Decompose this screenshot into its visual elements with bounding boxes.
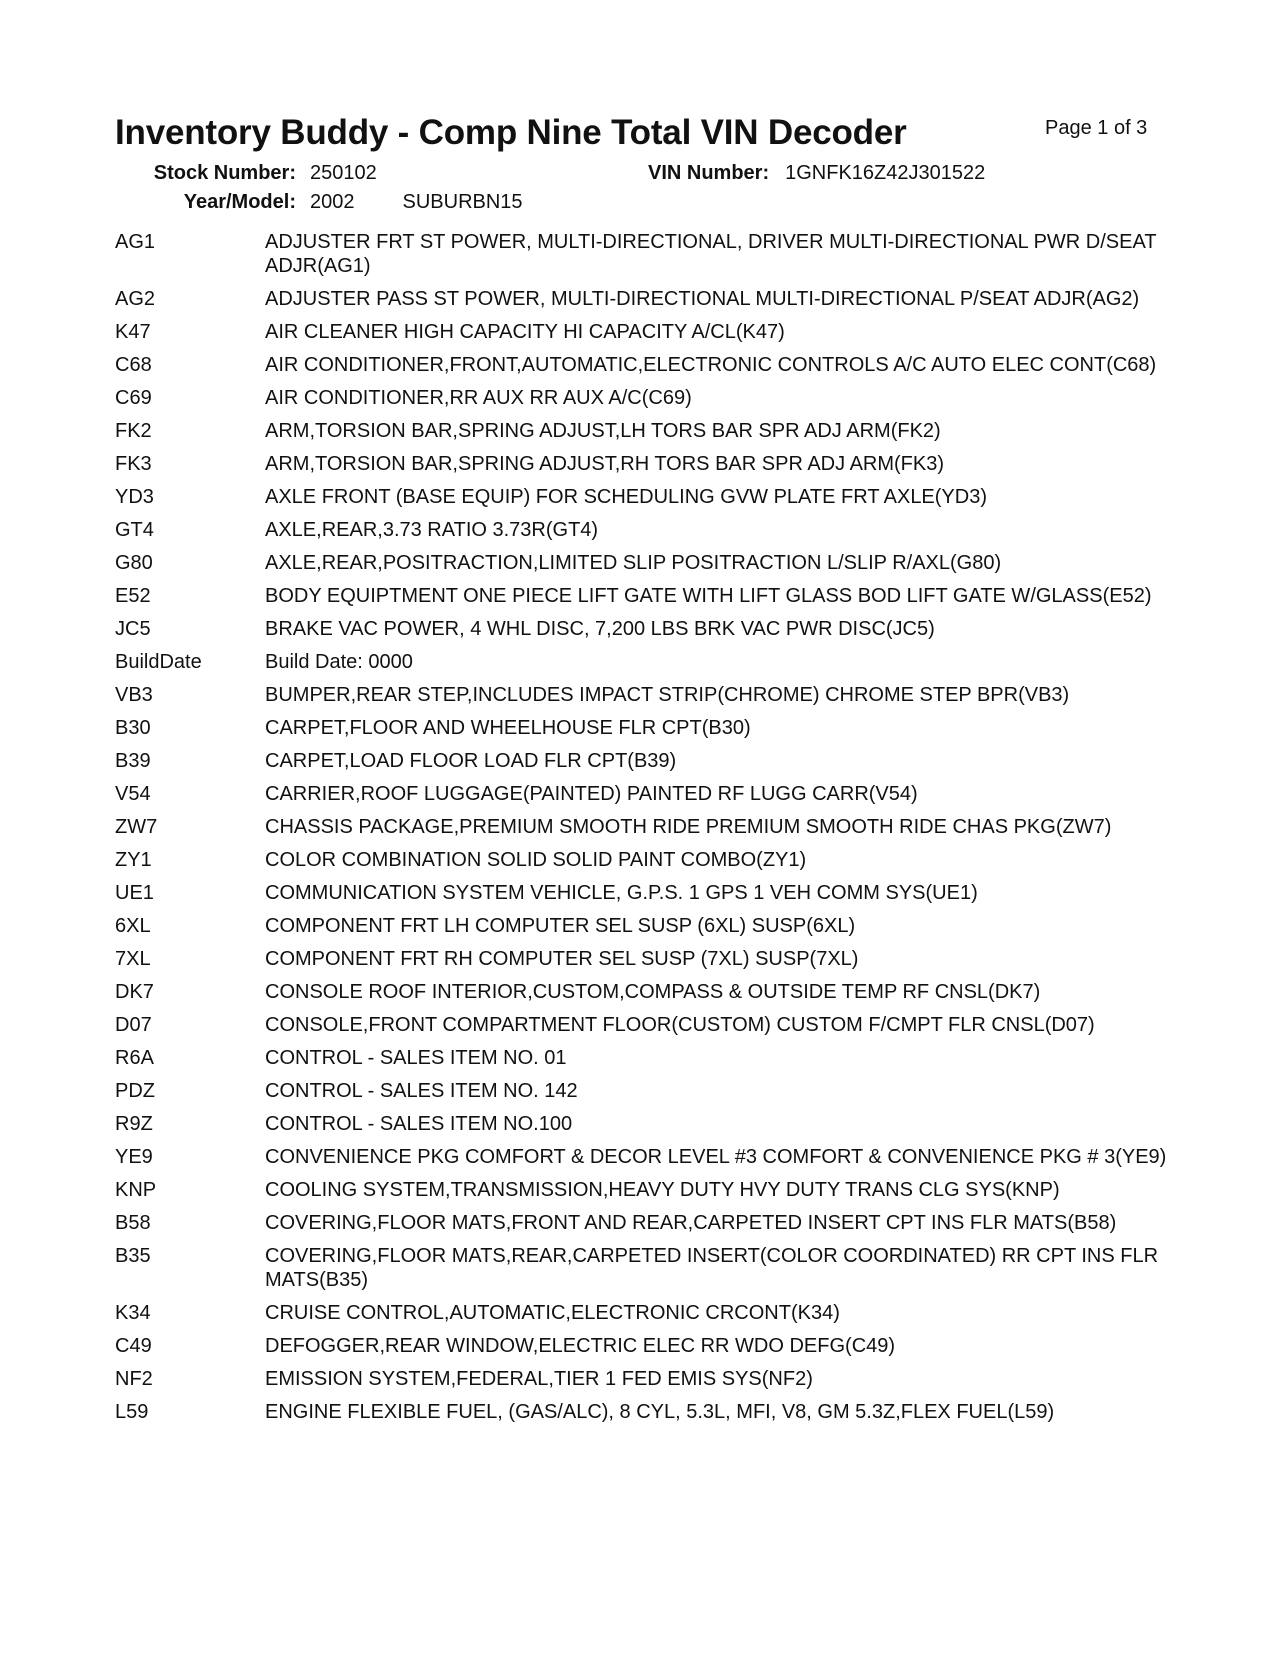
option-row bbox=[115, 815, 1175, 839]
option-code: NF2 bbox=[115, 1368, 153, 1390]
stock-number-value: 250102 bbox=[310, 162, 377, 184]
option-row bbox=[115, 1400, 1175, 1424]
option-code: GT4 bbox=[115, 519, 154, 541]
option-row bbox=[115, 947, 1175, 971]
year-model-row bbox=[0, 191, 523, 214]
option-description: CONVENIENCE PKG COMFORT & DECOR LEVEL #3 COMFORT & CONVENIENCE PKG # 3(YE9) bbox=[265, 1146, 1167, 1168]
option-code: G80 bbox=[115, 552, 153, 574]
option-code: K34 bbox=[115, 1302, 151, 1324]
option-code: AG1 bbox=[115, 231, 156, 253]
option-description: CARPET,LOAD FLOOR LOAD FLR CPT(B39) bbox=[265, 750, 677, 772]
option-code: AG2 bbox=[115, 288, 156, 310]
option-row bbox=[115, 881, 1175, 905]
option-description: COLOR COMBINATION SOLID SOLID PAINT COMBO(ZY1) bbox=[265, 849, 807, 871]
option-row bbox=[115, 716, 1175, 740]
option-description: COMMUNICATION SYSTEM VEHICLE, G.P.S. 1 GPS 1 VEH COMM SYS(UE1) bbox=[265, 882, 978, 904]
option-code: VB3 bbox=[115, 684, 153, 706]
option-row bbox=[115, 551, 1175, 575]
option-row bbox=[115, 848, 1175, 872]
option-row bbox=[115, 650, 1175, 674]
option-row bbox=[115, 1112, 1175, 1136]
option-description: ENGINE FLEXIBLE FUEL, (GAS/ALC), 8 CYL, 5.3L, MFI, V8, GM 5.3Z,FLEX FUEL(L59) bbox=[265, 1401, 1055, 1423]
option-row bbox=[115, 1013, 1175, 1037]
option-description: BODY EQUIPTMENT ONE PIECE LIFT GATE WITH LIFT GLASS BOD LIFT GATE W/GLASS(E52) bbox=[265, 585, 1152, 607]
option-row bbox=[115, 485, 1175, 509]
option-row bbox=[115, 230, 1175, 278]
option-code: BuildDate bbox=[115, 651, 202, 673]
option-row bbox=[115, 1334, 1175, 1358]
option-code: ZW7 bbox=[115, 816, 158, 838]
option-code: R6A bbox=[115, 1047, 154, 1069]
option-row bbox=[115, 419, 1175, 443]
option-list bbox=[115, 230, 1175, 1433]
option-description: COMPONENT FRT RH COMPUTER SEL SUSP (7XL) SUSP(7XL) bbox=[265, 948, 859, 970]
option-description: CARRIER,ROOF LUGGAGE(PAINTED) PAINTED RF LUGG CARR(V54) bbox=[265, 783, 918, 805]
year-value: 2002 bbox=[310, 191, 355, 213]
stock-number-label: Stock Number: bbox=[153, 162, 296, 184]
option-description: CONSOLE ROOF INTERIOR,CUSTOM,COMPASS & OUTSIDE TEMP RF CNSL(DK7) bbox=[265, 981, 1041, 1003]
option-code: KNP bbox=[115, 1179, 157, 1201]
option-code: UE1 bbox=[115, 882, 154, 904]
option-description: COVERING,FLOOR MATS,REAR,CARPETED INSERT(COLOR COORDINATED) RR CPT INS FLR MATS(B35) bbox=[265, 1245, 1159, 1291]
vin-number-value: 1GNFK16Z42J301522 bbox=[785, 162, 986, 184]
option-description: AXLE,REAR,POSITRACTION,LIMITED SLIP POSITRACTION L/SLIP R/AXL(G80) bbox=[265, 552, 1002, 574]
option-row bbox=[115, 617, 1175, 641]
option-code: 7XL bbox=[115, 948, 151, 970]
option-description: Build Date: 0000 bbox=[265, 651, 413, 673]
option-code: L59 bbox=[115, 1401, 149, 1423]
option-row bbox=[115, 584, 1175, 608]
option-description: BUMPER,REAR STEP,INCLUDES IMPACT STRIP(CHROME) CHROME STEP BPR(VB3) bbox=[265, 684, 1070, 706]
option-code: B30 bbox=[115, 717, 151, 739]
option-code: C49 bbox=[115, 1335, 152, 1357]
option-code: B39 bbox=[115, 750, 151, 772]
option-code: K47 bbox=[115, 321, 151, 343]
option-description: ADJUSTER PASS ST POWER, MULTI-DIRECTIONAL MULTI-DIRECTIONAL P/SEAT ADJR(AG2) bbox=[265, 288, 1140, 310]
option-description: CARPET,FLOOR AND WHEELHOUSE FLR CPT(B30) bbox=[265, 717, 751, 739]
option-code: JC5 bbox=[115, 618, 151, 640]
option-row bbox=[115, 452, 1175, 476]
option-code: C69 bbox=[115, 387, 152, 409]
option-code: E52 bbox=[115, 585, 151, 607]
option-row bbox=[115, 1178, 1175, 1202]
option-description: COVERING,FLOOR MATS,FRONT AND REAR,CARPETED INSERT CPT INS FLR MATS(B58) bbox=[265, 1212, 1117, 1234]
option-code: B35 bbox=[115, 1245, 151, 1267]
option-description: AXLE FRONT (BASE EQUIP) FOR SCHEDULING GVW PLATE FRT AXLE(YD3) bbox=[265, 486, 988, 508]
option-row bbox=[115, 683, 1175, 707]
stock-number-row bbox=[0, 162, 377, 185]
option-row bbox=[115, 1211, 1175, 1235]
option-code: PDZ bbox=[115, 1080, 155, 1102]
option-row bbox=[115, 353, 1175, 377]
option-row bbox=[115, 320, 1175, 344]
option-description: AXLE,REAR,3.73 RATIO 3.73R(GT4) bbox=[265, 519, 599, 541]
option-row bbox=[115, 287, 1175, 311]
option-code: 6XL bbox=[115, 915, 151, 937]
option-description: EMISSION SYSTEM,FEDERAL,TIER 1 FED EMIS SYS(NF2) bbox=[265, 1368, 813, 1390]
option-description: CHASSIS PACKAGE,PREMIUM SMOOTH RIDE PREMIUM SMOOTH RIDE CHAS PKG(ZW7) bbox=[265, 816, 1112, 838]
option-row bbox=[115, 749, 1175, 773]
year-model-label: Year/Model: bbox=[183, 191, 296, 213]
option-row bbox=[115, 386, 1175, 410]
option-code: B58 bbox=[115, 1212, 151, 1234]
option-row bbox=[115, 782, 1175, 806]
option-description: ARM,TORSION BAR,SPRING ADJUST,LH TORS BAR SPR ADJ ARM(FK2) bbox=[265, 420, 941, 442]
option-description: DEFOGGER,REAR WINDOW,ELECTRIC ELEC RR WDO DEFG(C49) bbox=[265, 1335, 896, 1357]
option-description: CONTROL - SALES ITEM NO. 01 bbox=[265, 1047, 567, 1069]
option-description: COOLING SYSTEM,TRANSMISSION,HEAVY DUTY HVY DUTY TRANS CLG SYS(KNP) bbox=[265, 1179, 1060, 1201]
option-code: DK7 bbox=[115, 981, 154, 1003]
option-row bbox=[115, 1145, 1175, 1169]
option-code: YE9 bbox=[115, 1146, 153, 1168]
page-number: Page 1 of 3 bbox=[1045, 117, 1148, 139]
option-description: ARM,TORSION BAR,SPRING ADJUST,RH TORS BAR SPR ADJ ARM(FK3) bbox=[265, 453, 945, 475]
option-code: C68 bbox=[115, 354, 152, 376]
option-code: R9Z bbox=[115, 1113, 153, 1135]
option-description: AIR CONDITIONER,RR AUX RR AUX A/C(C69) bbox=[265, 387, 692, 409]
option-description: CRUISE CONTROL,AUTOMATIC,ELECTRONIC CRCONT(K34) bbox=[265, 1302, 840, 1324]
option-row bbox=[115, 518, 1175, 542]
option-row bbox=[115, 980, 1175, 1004]
option-row bbox=[115, 1079, 1175, 1103]
option-code: FK2 bbox=[115, 420, 152, 442]
option-description: CONTROL - SALES ITEM NO.100 bbox=[265, 1113, 573, 1135]
option-code: FK3 bbox=[115, 453, 152, 475]
option-row bbox=[115, 914, 1175, 938]
option-description: AIR CONDITIONER,FRONT,AUTOMATIC,ELECTRONIC CONTROLS A/C AUTO ELEC CONT(C68) bbox=[265, 354, 1157, 376]
option-description: CONSOLE,FRONT COMPARTMENT FLOOR(CUSTOM) CUSTOM F/CMPT FLR CNSL(D07) bbox=[265, 1014, 1095, 1036]
option-code: YD3 bbox=[115, 486, 154, 508]
model-value: SUBURBN15 bbox=[402, 191, 523, 213]
option-code: D07 bbox=[115, 1014, 152, 1036]
option-row bbox=[115, 1244, 1175, 1292]
vin-number-row bbox=[648, 162, 985, 185]
option-row bbox=[115, 1367, 1175, 1391]
option-description: CONTROL - SALES ITEM NO. 142 bbox=[265, 1080, 578, 1102]
page-title: Inventory Buddy - Comp Nine Total VIN Decoder bbox=[115, 113, 907, 152]
vin-number-label: VIN Number: bbox=[648, 162, 770, 184]
option-row bbox=[115, 1301, 1175, 1325]
option-description: BRAKE VAC POWER, 4 WHL DISC, 7,200 LBS BRK VAC PWR DISC(JC5) bbox=[265, 618, 935, 640]
option-code: ZY1 bbox=[115, 849, 152, 871]
option-row bbox=[115, 1046, 1175, 1070]
option-description: COMPONENT FRT LH COMPUTER SEL SUSP (6XL) SUSP(6XL) bbox=[265, 915, 856, 937]
option-description: ADJUSTER FRT ST POWER, MULTI-DIRECTIONAL, DRIVER MULTI-DIRECTIONAL PWR D/SEAT ADJR(AG1) bbox=[265, 231, 1157, 277]
option-code: V54 bbox=[115, 783, 151, 805]
option-description: AIR CLEANER HIGH CAPACITY HI CAPACITY A/CL(K47) bbox=[265, 321, 785, 343]
